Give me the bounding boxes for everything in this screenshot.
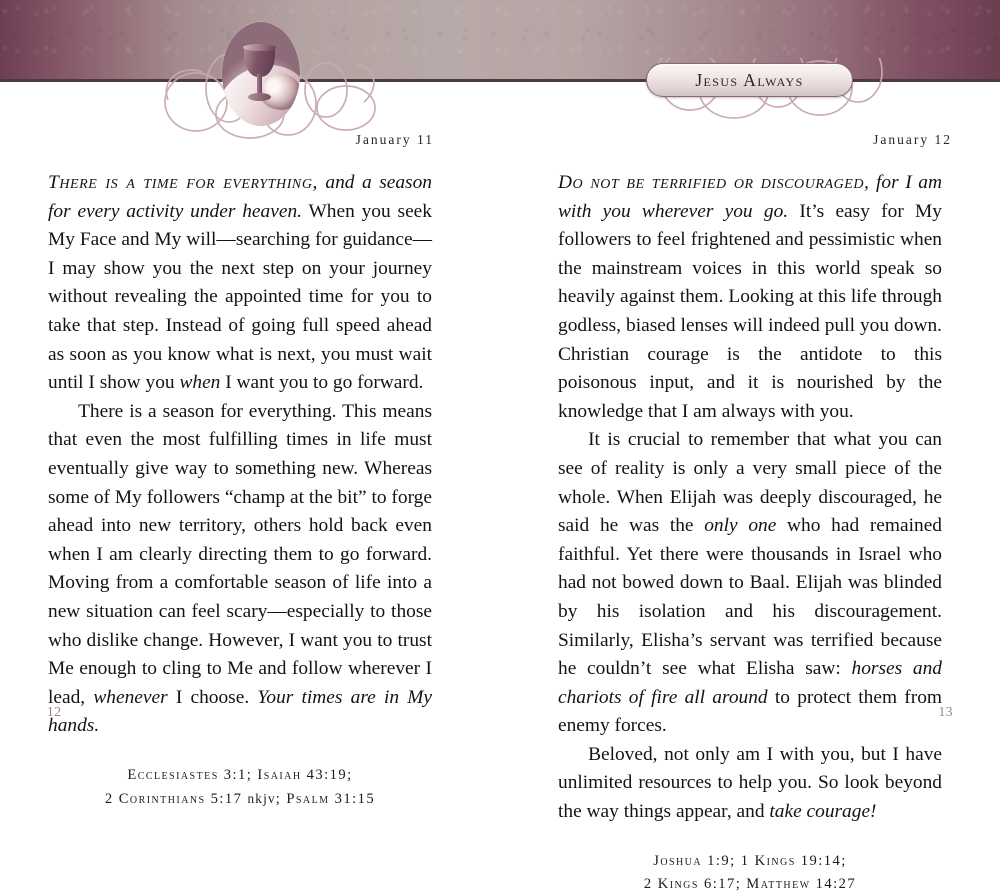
- page-number-left: 12: [47, 704, 62, 719]
- date-heading-left: January 11: [355, 132, 434, 147]
- page-right: [500, 81, 1000, 892]
- reference-text: ; Psalm 31:15: [275, 790, 376, 807]
- header-band: [0, 0, 1000, 81]
- scripture-opening-smallcaps: Do not be terrified or discouraged,: [558, 172, 870, 193]
- paragraph: [48, 398, 432, 741]
- scripture-opening-smallcaps: There is a time for everything,: [48, 172, 318, 193]
- paragraph-body: It’s easy for My followers to feel frightened and pessimistic when the mainstream voices in this world speak so heavily against them. Looking at this life through godless, biased lenses will indeed pull you down. Christian courage is the antidote to this poisonous input, and it is nourished by the knowledge that I am always with you.: [558, 200, 942, 422]
- scripture-references-right: [558, 850, 942, 896]
- bread-icon: [260, 74, 300, 110]
- scripture-references-left: [48, 764, 432, 811]
- reference-line: [558, 873, 942, 896]
- header-band-texture: [0, 0, 1000, 81]
- chalice-foot-icon: [248, 93, 271, 101]
- reference-text: Ecclesiastes 3:1; Isaiah 43:19;: [127, 766, 353, 783]
- devotional-body-left: [48, 169, 432, 811]
- scripture-opening-italic: and a season for every activity under heaven.: [48, 172, 432, 222]
- paragraph-body: It is crucial to remember that what you can see of reality is only a very small piece of the whole. When Elijah was deeply discouraged, he said he was the: [558, 429, 942, 537]
- bible-version-label: nkjv: [247, 790, 276, 806]
- reference-text: 2 Kings 6:17; Matthew 14:27: [643, 875, 857, 892]
- emphasis-word: only one: [704, 515, 777, 537]
- page-number-right: 13: [938, 704, 953, 719]
- paragraph-body-after: I choose.: [167, 686, 258, 708]
- reference-text: Joshua 1:9; 1 Kings 19:14;: [653, 852, 847, 869]
- paragraph-body: There is a season for everything. This means that even the most fulfilling times in life must eventually give way to something new. Whereas some of My followers “champ at the bit” to forge ahead into new territory, others hold back even when I am clearly directing them to go forward. Moving from a comfortable season of life into a new situation can feel scary—especially to those who dislike change. However, I want you to trust Me enough to cling to Me and follow wherever I lead,: [48, 400, 432, 708]
- chalice-rim-icon: [243, 44, 276, 51]
- paragraph-body: When you seek My Face and My will—searching for guidance—I may show you the next step on your journey without revealing the appointed time for you to take that step. Instead of going full speed ahead as soon as you know what is next, you must wait until I show you: [48, 200, 432, 394]
- reference-line: [558, 850, 942, 873]
- emphasis-word: whenever: [93, 686, 168, 708]
- page-left: [0, 81, 500, 807]
- paragraph: [558, 426, 942, 741]
- emphasis-phrase: take courage!: [769, 801, 877, 823]
- reference-text: 2 Corinthians 5:17: [104, 790, 248, 807]
- book-title-plaque: [646, 63, 853, 97]
- emphasis-phrase: horses and chariots of fire all around: [558, 658, 942, 708]
- book-title-text: Jesus Always: [695, 69, 804, 90]
- emphasis-word: when: [179, 372, 221, 394]
- paragraph: [558, 169, 942, 426]
- paragraph-body: Beloved, not only am I with you, but I have unlimited resources to help you. So look beyond the way things appear, and: [558, 743, 942, 823]
- date-heading-right: January 12: [873, 132, 952, 147]
- chalice-and-bread-oval-vignette: [222, 22, 300, 126]
- paragraph-body-after-2: to protect them from enemy forces.: [558, 686, 942, 737]
- reference-line: [48, 787, 432, 811]
- reference-line: [48, 764, 432, 787]
- scripture-opening-italic: for I am with you wherever you go.: [558, 172, 942, 222]
- paragraph-body-after: who had remained faithful. Yet there were thousands in Israel who had not bowed down to Baal. Elijah was blinded by his isolation and his discouragement. Similarly, Elisha’s servant was terrified because he couldn’t see what Elisha saw:: [558, 515, 942, 680]
- paragraph: [558, 741, 942, 827]
- devotional-body-right: [558, 169, 942, 896]
- closing-scripture-italic: Your times are in My hands.: [48, 686, 432, 737]
- paragraph: [48, 169, 432, 398]
- paragraph-body-after: I want you to go forward.: [220, 372, 424, 394]
